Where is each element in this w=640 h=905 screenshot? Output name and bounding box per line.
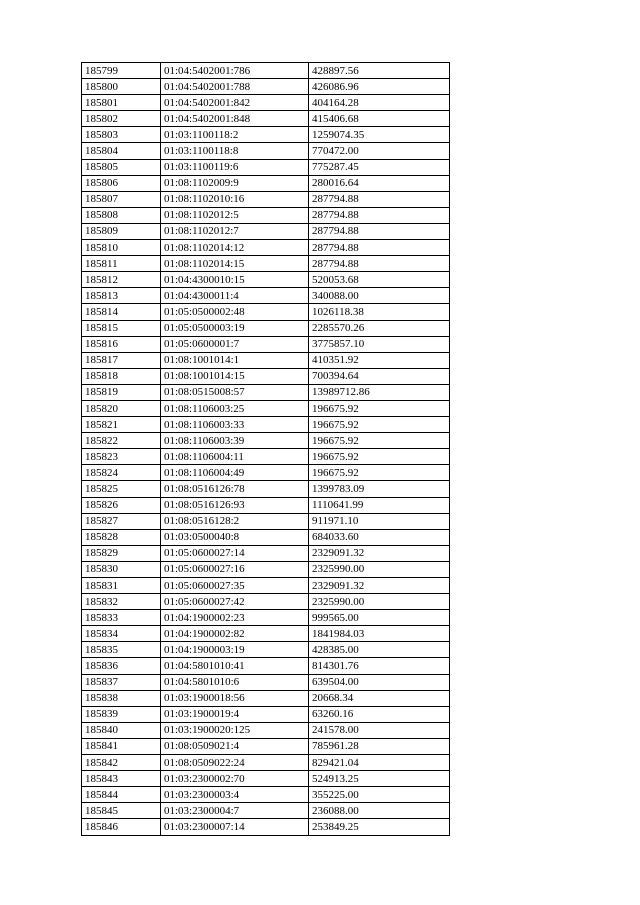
table-row [82,320,450,336]
value-cell: 404164.28 [309,95,450,111]
row-number-cell: 185813 [82,288,161,304]
cadastral-number-cell: 01:08:1106004:49 [161,465,309,481]
row-number-cell: 185812 [82,272,161,288]
cadastral-number-cell: 01:05:0600027:16 [161,561,309,577]
table-row [82,191,450,207]
value-cell: 1026118.38 [309,304,450,320]
row-number-cell: 185802 [82,111,161,127]
row-number-cell: 185820 [82,400,161,416]
table-row [82,803,450,819]
table-row [82,63,450,79]
row-number-cell: 185826 [82,497,161,513]
cadastral-number-cell: 01:04:4300011:4 [161,288,309,304]
cadastral-number-cell: 01:04:5402001:842 [161,95,309,111]
cadastral-number-cell: 01:04:5801010:41 [161,658,309,674]
table-row [82,127,450,143]
table-row [82,336,450,352]
table-row [82,497,450,513]
row-number-cell: 185837 [82,674,161,690]
table-row [82,481,450,497]
value-cell: 2325990.00 [309,594,450,610]
value-cell: 3775857.10 [309,336,450,352]
row-number-cell: 185841 [82,738,161,754]
row-number-cell: 185804 [82,143,161,159]
value-cell: 287794.88 [309,207,450,223]
table-row [82,529,450,545]
cadastral-number-cell: 01:03:1100119:6 [161,159,309,175]
value-cell: 13989712.86 [309,384,450,400]
row-number-cell: 185829 [82,545,161,561]
data-table [81,62,450,836]
row-number-cell: 185807 [82,191,161,207]
table-row [82,304,450,320]
value-cell: 196675.92 [309,449,450,465]
value-cell: 1841984.03 [309,626,450,642]
table-row [82,79,450,95]
row-number-cell: 185838 [82,690,161,706]
value-cell: 2329091.32 [309,545,450,561]
cadastral-number-cell: 01:05:0500002:48 [161,304,309,320]
table-row [82,223,450,239]
value-cell: 2285570.26 [309,320,450,336]
cadastral-number-cell: 01:03:1900018:56 [161,690,309,706]
row-number-cell: 185814 [82,304,161,320]
row-number-cell: 185846 [82,819,161,835]
cadastral-number-cell: 01:08:0516128:2 [161,513,309,529]
value-cell: 287794.88 [309,191,450,207]
table-row [82,352,450,368]
cadastral-number-cell: 01:04:5402001:786 [161,63,309,79]
table-row [82,368,450,384]
cadastral-number-cell: 01:08:1102012:5 [161,207,309,223]
table-row [82,175,450,191]
cadastral-number-cell: 01:03:0500040:8 [161,529,309,545]
table-row [82,288,450,304]
table-row [82,513,450,529]
table-row [82,272,450,288]
row-number-cell: 185811 [82,256,161,272]
value-cell: 287794.88 [309,240,450,256]
value-cell: 241578.00 [309,722,450,738]
row-number-cell: 185799 [82,63,161,79]
row-number-cell: 185803 [82,127,161,143]
table-row [82,545,450,561]
cadastral-number-cell: 01:08:1102012:7 [161,223,309,239]
row-number-cell: 185810 [82,240,161,256]
value-cell: 639504.00 [309,674,450,690]
table-row [82,143,450,159]
table-row [82,111,450,127]
value-cell: 684033.60 [309,529,450,545]
table-row [82,449,450,465]
cadastral-number-cell: 01:03:2300004:7 [161,803,309,819]
table-row [82,755,450,771]
value-cell: 196675.92 [309,433,450,449]
value-cell: 428897.56 [309,63,450,79]
value-cell: 700394.64 [309,368,450,384]
table-row [82,384,450,400]
value-cell: 1259074.35 [309,127,450,143]
value-cell: 63260.16 [309,706,450,722]
cadastral-number-cell: 01:05:0600027:42 [161,594,309,610]
value-cell: 520053.68 [309,272,450,288]
row-number-cell: 185806 [82,175,161,191]
row-number-cell: 185835 [82,642,161,658]
cadastral-number-cell: 01:03:1900019:4 [161,706,309,722]
cadastral-number-cell: 01:08:1102014:12 [161,240,309,256]
table-row [82,561,450,577]
cadastral-number-cell: 01:08:0516126:93 [161,497,309,513]
value-cell: 785961.28 [309,738,450,754]
cadastral-number-cell: 01:03:1100118:8 [161,143,309,159]
row-number-cell: 185827 [82,513,161,529]
value-cell: 770472.00 [309,143,450,159]
row-number-cell: 185840 [82,722,161,738]
table-row [82,95,450,111]
cadastral-number-cell: 01:08:1102014:15 [161,256,309,272]
table-row [82,771,450,787]
value-cell: 196675.92 [309,400,450,416]
table-body [82,63,450,836]
cadastral-number-cell: 01:05:0600027:14 [161,545,309,561]
row-number-cell: 185823 [82,449,161,465]
table-row [82,578,450,594]
row-number-cell: 185818 [82,368,161,384]
table-row [82,610,450,626]
table-row [82,207,450,223]
value-cell: 829421.04 [309,755,450,771]
cadastral-number-cell: 01:08:0509021:4 [161,738,309,754]
cadastral-number-cell: 01:08:1106003:39 [161,433,309,449]
cadastral-number-cell: 01:04:1900002:23 [161,610,309,626]
cadastral-number-cell: 01:04:1900002:82 [161,626,309,642]
row-number-cell: 185844 [82,787,161,803]
table-row [82,819,450,835]
cadastral-number-cell: 01:03:1100118:2 [161,127,309,143]
table-row [82,256,450,272]
value-cell: 814301.76 [309,658,450,674]
value-cell: 287794.88 [309,223,450,239]
row-number-cell: 185833 [82,610,161,626]
cadastral-number-cell: 01:04:4300010:15 [161,272,309,288]
cadastral-number-cell: 01:04:5402001:848 [161,111,309,127]
cadastral-number-cell: 01:08:1106003:25 [161,400,309,416]
row-number-cell: 185821 [82,417,161,433]
table-row [82,690,450,706]
row-number-cell: 185845 [82,803,161,819]
value-cell: 253849.25 [309,819,450,835]
value-cell: 410351.92 [309,352,450,368]
cadastral-number-cell: 01:04:5402001:788 [161,79,309,95]
table-row [82,594,450,610]
table-row [82,787,450,803]
table-row [82,417,450,433]
cadastral-number-cell: 01:03:2300007:14 [161,819,309,835]
row-number-cell: 185828 [82,529,161,545]
table-row [82,433,450,449]
cadastral-number-cell: 01:08:0516126:78 [161,481,309,497]
value-cell: 287794.88 [309,256,450,272]
table-row [82,706,450,722]
row-number-cell: 185831 [82,578,161,594]
value-cell: 340088.00 [309,288,450,304]
row-number-cell: 185815 [82,320,161,336]
value-cell: 415406.68 [309,111,450,127]
value-cell: 426086.96 [309,79,450,95]
table-row [82,400,450,416]
value-cell: 428385.00 [309,642,450,658]
cadastral-number-cell: 01:08:1102010:16 [161,191,309,207]
cadastral-number-cell: 01:04:1900003:19 [161,642,309,658]
table-row [82,240,450,256]
row-number-cell: 185808 [82,207,161,223]
row-number-cell: 185824 [82,465,161,481]
cadastral-number-cell: 01:08:0515008:57 [161,384,309,400]
value-cell: 196675.92 [309,417,450,433]
value-cell: 1399783.09 [309,481,450,497]
value-cell: 775287.45 [309,159,450,175]
row-number-cell: 185834 [82,626,161,642]
table-row [82,738,450,754]
row-number-cell: 185830 [82,561,161,577]
row-number-cell: 185832 [82,594,161,610]
cadastral-number-cell: 01:03:2300002:70 [161,771,309,787]
value-cell: 355225.00 [309,787,450,803]
row-number-cell: 185842 [82,755,161,771]
cadastral-number-cell: 01:08:0509022:24 [161,755,309,771]
value-cell: 196675.92 [309,465,450,481]
cadastral-number-cell: 01:04:5801010:6 [161,674,309,690]
table-row [82,674,450,690]
table-row [82,159,450,175]
value-cell: 236088.00 [309,803,450,819]
row-number-cell: 185801 [82,95,161,111]
cadastral-number-cell: 01:05:0500003:19 [161,320,309,336]
value-cell: 1110641.99 [309,497,450,513]
row-number-cell: 185819 [82,384,161,400]
value-cell: 20668.34 [309,690,450,706]
row-number-cell: 185817 [82,352,161,368]
table-row [82,642,450,658]
cadastral-number-cell: 01:08:1001014:15 [161,368,309,384]
cadastral-number-cell: 01:08:1001014:1 [161,352,309,368]
table-row [82,722,450,738]
table-row [82,658,450,674]
row-number-cell: 185822 [82,433,161,449]
row-number-cell: 185839 [82,706,161,722]
table-row [82,465,450,481]
cadastral-number-cell: 01:08:1106004:11 [161,449,309,465]
row-number-cell: 185843 [82,771,161,787]
value-cell: 999565.00 [309,610,450,626]
row-number-cell: 185836 [82,658,161,674]
value-cell: 911971.10 [309,513,450,529]
row-number-cell: 185800 [82,79,161,95]
cadastral-number-cell: 01:05:0600027:35 [161,578,309,594]
value-cell: 2325990.00 [309,561,450,577]
row-number-cell: 185825 [82,481,161,497]
cadastral-number-cell: 01:03:2300003:4 [161,787,309,803]
cadastral-number-cell: 01:05:0600001:7 [161,336,309,352]
table-row [82,626,450,642]
cadastral-number-cell: 01:08:1102009:9 [161,175,309,191]
row-number-cell: 185805 [82,159,161,175]
row-number-cell: 185816 [82,336,161,352]
value-cell: 524913.25 [309,771,450,787]
cadastral-number-cell: 01:03:1900020:125 [161,722,309,738]
value-cell: 2329091.32 [309,578,450,594]
row-number-cell: 185809 [82,223,161,239]
value-cell: 280016.64 [309,175,450,191]
cadastral-number-cell: 01:08:1106003:33 [161,417,309,433]
